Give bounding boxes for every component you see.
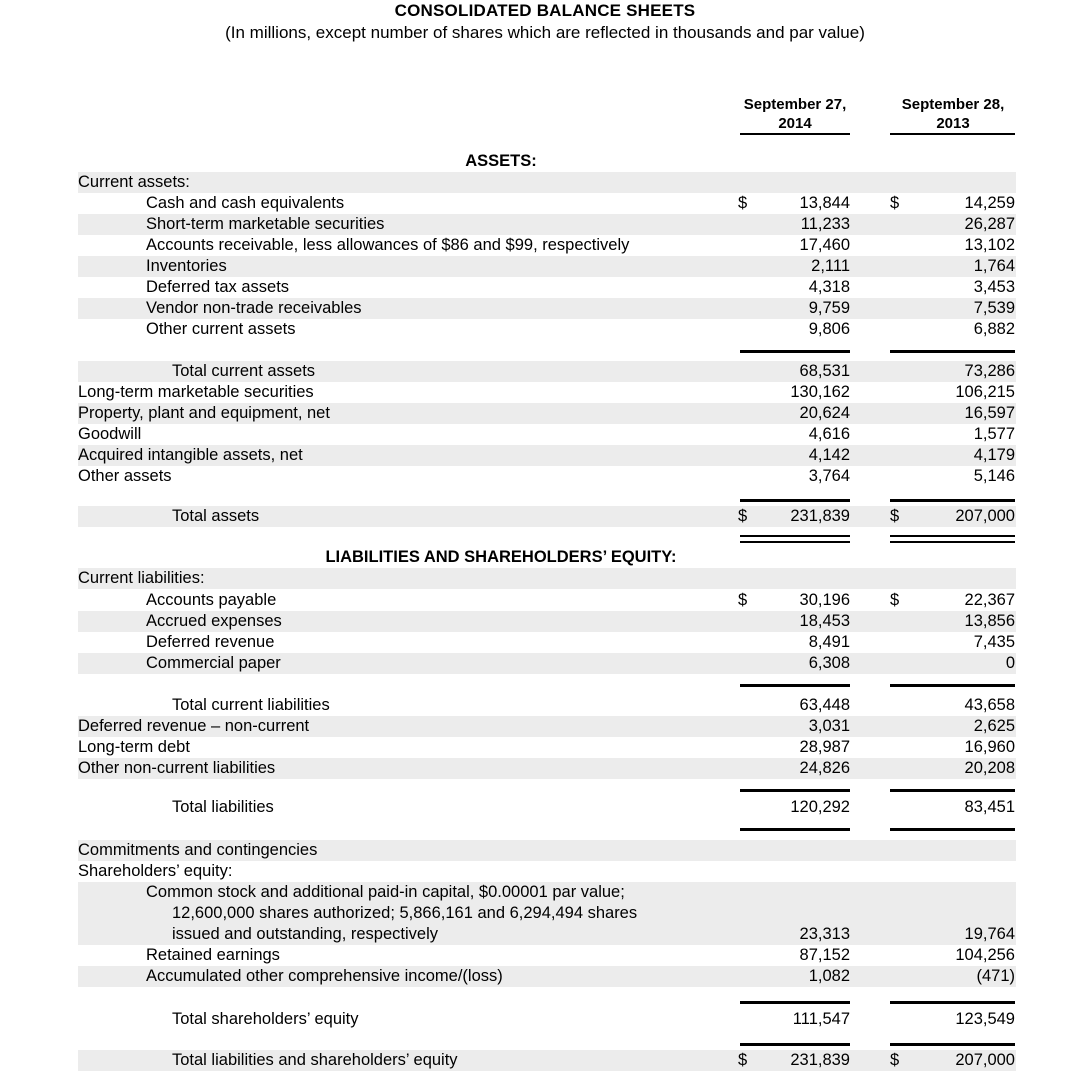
value-2013: 123,549: [955, 1010, 1015, 1028]
table-row: [0, 695, 1090, 716]
value-2013: 1,577: [973, 425, 1015, 443]
value-2013: 83,451: [964, 798, 1015, 816]
row-label: Commercial paper: [146, 654, 281, 672]
column-header-2013: [890, 95, 1016, 133]
row-label: issued and outstanding, respectively: [172, 925, 438, 943]
value-2014: 4,318: [808, 278, 850, 296]
table-row: [0, 966, 1090, 987]
value-2013: 2,625: [973, 717, 1015, 735]
subtotal-rule: [890, 1001, 1015, 1004]
table-row: [0, 716, 1090, 737]
value-2014: 13,844: [799, 194, 850, 212]
value-2013: 6,882: [973, 320, 1015, 338]
row-label: Accumulated other comprehensive income/(loss): [146, 967, 503, 985]
value-2013: 5,146: [973, 467, 1015, 485]
row-label: Commitments and contingencies: [78, 841, 318, 859]
column-header-2014-year: 2014: [778, 115, 812, 132]
total-rule: [740, 499, 850, 502]
table-row: [0, 235, 1090, 256]
column-header-2014-rule: [740, 133, 850, 135]
currency-symbol: $: [738, 591, 748, 609]
grand-total-rule: [740, 535, 850, 537]
row-label: Short-term marketable securities: [146, 215, 385, 233]
value-2014: 4,142: [808, 446, 850, 464]
subtotal-rule: [740, 1001, 850, 1004]
row-label: Accounts receivable, less allowances of $86 and $99, respectively: [146, 236, 630, 254]
column-header-2013-year: 2013: [936, 115, 970, 132]
row-label: Total shareholders’ equity: [172, 1010, 359, 1028]
row-label: Long-term marketable securities: [78, 383, 314, 401]
row-label: Common stock and additional paid-in capital, $0.00001 par value;: [146, 883, 625, 901]
table-row: [0, 611, 1090, 632]
row-label: 12,600,000 shares authorized; 5,866,161 and 6,294,494 shares: [172, 904, 638, 922]
page-title: CONSOLIDATED BALANCE SHEETS: [394, 1, 696, 20]
column-header-2013-rule: [890, 133, 1015, 135]
table-row: [0, 277, 1090, 298]
table-row: [0, 653, 1090, 674]
value-2014: 9,806: [808, 320, 850, 338]
table-row: [0, 361, 1090, 382]
row-label: Other non-current liabilities: [78, 759, 276, 777]
value-2013: 16,960: [964, 738, 1015, 756]
row-label: Total current assets: [172, 362, 316, 380]
value-2013: 1,764: [973, 257, 1015, 275]
currency-symbol: $: [738, 1051, 748, 1069]
value-2013: 73,286: [964, 362, 1015, 380]
value-2013: 14,259: [964, 194, 1015, 212]
row-label: Deferred tax assets: [146, 278, 290, 296]
table-row: [0, 737, 1090, 758]
value-2013: 3,453: [973, 278, 1015, 296]
value-2014: 17,460: [799, 236, 850, 254]
column-header-2013-date: September 28,: [901, 96, 1005, 113]
value-2014: 23,313: [799, 925, 850, 943]
row-label: Inventories: [146, 257, 227, 275]
table-row: [0, 632, 1090, 653]
value-2013: 13,856: [964, 612, 1015, 630]
table-row: [0, 945, 1090, 966]
row-label: Deferred revenue: [146, 633, 275, 651]
column-header-2014-date: September 27,: [743, 96, 847, 113]
value-2014: 18,453: [799, 612, 850, 630]
value-2013: 0: [1005, 654, 1015, 672]
liabilities-heading-row: [0, 547, 1090, 568]
value-2014: 2,111: [811, 257, 850, 275]
value-2014: 1,082: [808, 967, 850, 985]
table-row: [0, 445, 1090, 466]
value-2014: 6,308: [808, 654, 850, 672]
page-subtitle: (In millions, except number of shares which are reflected in thousands and par value): [225, 23, 865, 42]
assets-heading-row: [0, 151, 1090, 172]
row-label: Total liabilities and shareholders’ equity: [172, 1051, 458, 1069]
table-row: [0, 797, 1090, 818]
total-rule: [890, 1043, 1015, 1046]
value-2014: 9,759: [808, 299, 850, 317]
row-label: Other current assets: [146, 320, 296, 338]
row-label: Accounts payable: [146, 591, 277, 609]
row-label: Acquired intangible assets, net: [78, 446, 303, 464]
value-2014: 11,233: [800, 215, 850, 233]
total-rule: [740, 1043, 850, 1046]
value-2013: 16,597: [964, 404, 1015, 422]
subtotal-rule: [740, 828, 850, 831]
value-2013: 207,000: [955, 1051, 1015, 1069]
column-header-2014: [738, 95, 852, 133]
value-2013: 106,215: [955, 383, 1015, 401]
row-label: Goodwill: [78, 425, 142, 443]
value-2014: 30,196: [799, 591, 850, 609]
value-2013: 4,179: [973, 446, 1015, 464]
value-2013: (471): [976, 967, 1015, 985]
table-row: [0, 214, 1090, 235]
table-row: [0, 840, 1090, 861]
table-row: [0, 758, 1090, 779]
row-label: Other assets: [78, 467, 172, 485]
value-2014: 231,839: [790, 1051, 850, 1069]
table-row: [0, 319, 1090, 340]
subtotal-rule: [890, 828, 1015, 831]
currency-symbol: $: [890, 1051, 900, 1069]
table-row: [0, 1050, 1090, 1071]
table-row: [0, 882, 1090, 903]
value-2014: 24,826: [799, 759, 850, 777]
value-2013: 7,435: [973, 633, 1015, 651]
table-row: [0, 193, 1090, 214]
row-label: Accrued expenses: [146, 612, 282, 630]
value-2014: 28,987: [799, 738, 850, 756]
row-label: Deferred revenue – non-current: [78, 717, 310, 735]
table-row: [0, 256, 1090, 277]
currency-symbol: $: [738, 194, 748, 212]
subtotal-rule: [890, 684, 1015, 687]
row-label: Long-term debt: [78, 738, 190, 756]
table-row: [0, 466, 1090, 487]
subtotal-rule: [890, 350, 1015, 353]
subtotal-rule: [890, 789, 1015, 792]
row-label: Shareholders’ equity:: [78, 862, 233, 880]
subtotal-rule: [740, 684, 850, 687]
row-label: Total liabilities: [172, 798, 274, 816]
value-2014: 130,162: [790, 383, 850, 401]
value-2014: 87,152: [799, 946, 850, 964]
value-2014: 8,491: [808, 633, 850, 651]
table-row: [0, 1009, 1090, 1030]
value-2013: 13,102: [964, 236, 1015, 254]
assets-heading: ASSETS:: [465, 152, 537, 170]
value-2013: 20,208: [964, 759, 1015, 777]
value-2013: 7,539: [973, 299, 1015, 317]
table-row: [0, 382, 1090, 403]
table-row: [0, 903, 1090, 924]
table-row: [0, 861, 1090, 882]
row-label: Cash and cash equivalents: [146, 194, 345, 212]
table-row: [0, 172, 1090, 193]
table-row: [0, 298, 1090, 319]
subtotal-rule: [740, 350, 850, 353]
value-2013: 43,658: [964, 696, 1015, 714]
grand-total-rule: [890, 541, 1015, 543]
value-2014: 68,531: [799, 362, 850, 380]
row-label: Vendor non-trade receivables: [146, 299, 362, 317]
value-2013: 22,367: [964, 591, 1015, 609]
table-row: [0, 403, 1090, 424]
liabilities-heading: LIABILITIES AND SHAREHOLDERS’ EQUITY:: [325, 548, 677, 566]
table-row: [0, 568, 1090, 589]
row-label: Property, plant and equipment, net: [78, 404, 330, 422]
table-row: [0, 924, 1090, 945]
value-2014: 3,764: [808, 467, 850, 485]
currency-symbol: $: [890, 591, 900, 609]
value-2013: 207,000: [955, 507, 1015, 525]
value-2014: 63,448: [799, 696, 850, 714]
subtotal-rule: [740, 789, 850, 792]
value-2013: 19,764: [964, 925, 1015, 943]
currency-symbol: $: [890, 194, 900, 212]
value-2014: 4,616: [808, 425, 850, 443]
value-2014: 3,031: [808, 717, 850, 735]
grand-total-rule: [890, 535, 1015, 537]
value-2014: 231,839: [790, 507, 850, 525]
value-2013: 104,256: [955, 946, 1015, 964]
value-2014: 111,547: [792, 1010, 850, 1028]
row-label: Current liabilities:: [78, 569, 205, 587]
grand-total-rule: [740, 541, 850, 543]
value-2014: 20,624: [799, 404, 850, 422]
row-label: Total assets: [172, 507, 260, 525]
value-2013: 26,287: [964, 215, 1015, 233]
total-rule: [890, 499, 1015, 502]
table-row: [0, 424, 1090, 445]
value-2014: 120,292: [790, 798, 850, 816]
table-row: [0, 506, 1090, 527]
currency-symbol: $: [890, 507, 900, 525]
table-row: [0, 590, 1090, 611]
row-label: Retained earnings: [146, 946, 280, 964]
currency-symbol: $: [738, 507, 748, 525]
row-label: Current assets:: [78, 173, 190, 191]
row-label: Total current liabilities: [172, 696, 330, 714]
